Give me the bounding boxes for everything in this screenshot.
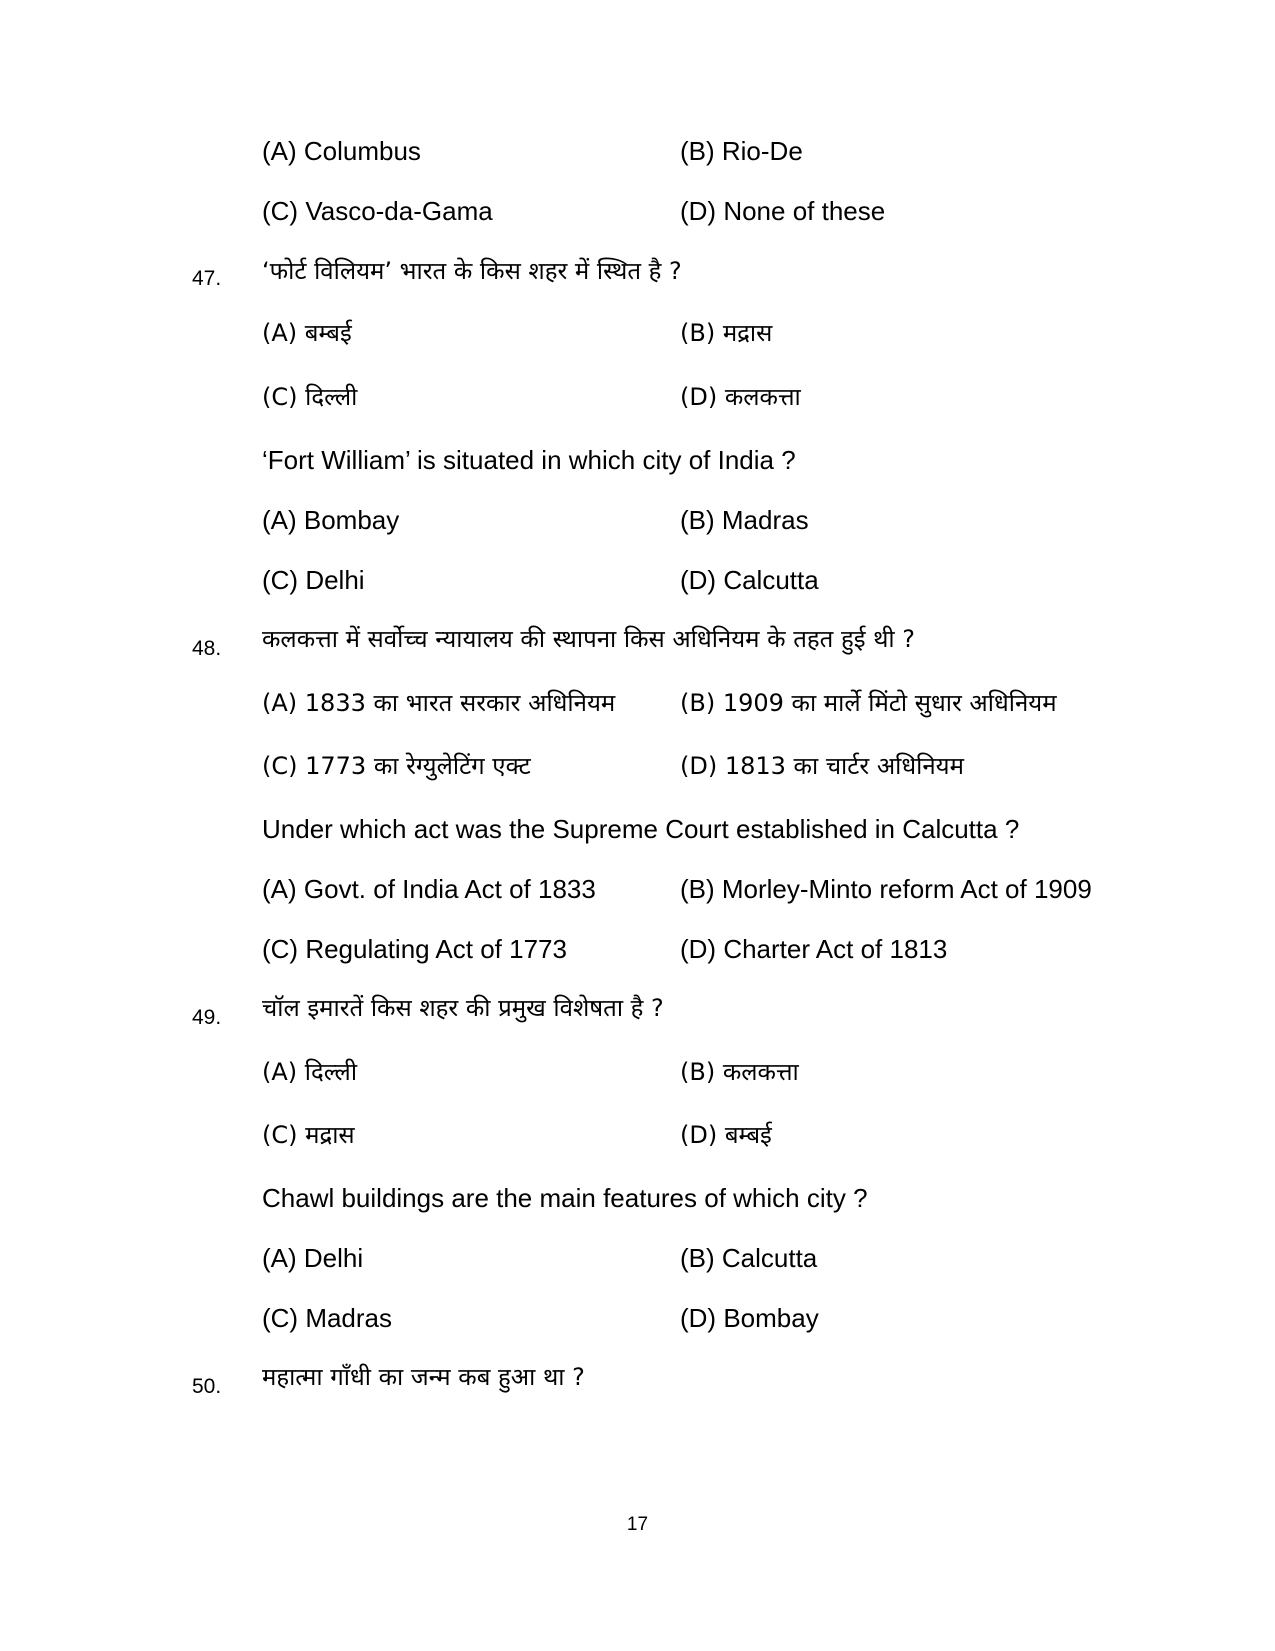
q47-english-option-a: (A) Bombay xyxy=(262,505,400,535)
q48-english-option-d: (D) Charter Act of 1813 xyxy=(680,934,948,964)
question-number-48: 48. xyxy=(192,637,222,660)
q49-english-option-d: (D) Bombay xyxy=(680,1303,819,1333)
q47-english-option-d: (D) Calcutta xyxy=(680,565,819,595)
question-number-47: 47. xyxy=(192,267,222,290)
q49-english-question: Chawl buildings are the main features of which city ? xyxy=(262,1183,868,1213)
q49-english-option-b: (B) Calcutta xyxy=(680,1243,818,1273)
q48-english-question: Under which act was the Supreme Court established in Calcutta ? xyxy=(262,814,1020,844)
q49-english-option-a: (A) Delhi xyxy=(262,1243,364,1273)
q47-hindi-option-c: (C) दिल्ली xyxy=(262,383,358,411)
page-number: 17 xyxy=(626,1514,649,1535)
q49-hindi-option-a: (A) दिल्ली xyxy=(262,1058,358,1086)
q48-english-option-c: (C) Regulating Act of 1773 xyxy=(262,934,567,964)
q47-hindi-option-b: (B) मद्रास xyxy=(680,319,773,347)
q47-english-option-c: (C) Delhi xyxy=(262,565,365,595)
q48-english-option-a: (A) Govt. of India Act of 1833 xyxy=(262,874,596,904)
q47-hindi-option-d: (D) कलकत्ता xyxy=(680,383,801,411)
prev-option-d: (D) None of these xyxy=(680,196,886,226)
q48-hindi-option-b: (B) 1909 का मार्ले मिंटो सुधार अधिनियम xyxy=(680,689,1057,717)
q50-hindi-question: महात्मा गाँधी का जन्म कब हुआ था ? xyxy=(262,1363,585,1391)
question-number-49: 49. xyxy=(192,1006,222,1029)
q49-hindi-option-c: (C) मद्रास xyxy=(262,1121,355,1149)
prev-option-a: (A) Columbus xyxy=(262,136,421,166)
q47-english-option-b: (B) Madras xyxy=(680,505,809,535)
prev-option-c: (C) Vasco-da-Gama xyxy=(262,196,493,226)
q49-hindi-option-d: (D) बम्बई xyxy=(680,1121,772,1149)
q47-english-question: ‘Fort William’ is situated in which city of India ? xyxy=(262,445,796,475)
q47-hindi-option-a: (A) बम्बई xyxy=(262,319,352,347)
q49-hindi-question: चॉल इमारतें किस शहर की प्रमुख विशेषता है ? xyxy=(262,994,664,1022)
q48-hindi-option-d: (D) 1813 का चार्टर अधिनियम xyxy=(680,752,964,780)
prev-option-b: (B) Rio-De xyxy=(680,136,803,166)
q48-hindi-option-c: (C) 1773 का रेग्युलेटिंग एक्ट xyxy=(262,752,531,780)
q48-english-option-b: (B) Morley-Minto reform Act of 1909 xyxy=(680,874,1092,904)
q48-hindi-question: कलकत्ता में सर्वोच्च न्यायालय की स्थापना किस अधिनियम के तहत हुई थी ? xyxy=(262,625,916,653)
q47-hindi-question: ‘फोर्ट विलियम’ भारत के किस शहर में स्थित है ? xyxy=(262,257,682,285)
q49-english-option-c: (C) Madras xyxy=(262,1303,393,1333)
q49-hindi-option-b: (B) कलकत्ता xyxy=(680,1058,799,1086)
question-number-50: 50. xyxy=(192,1375,222,1398)
q48-hindi-option-a: (A) 1833 का भारत सरकार अधिनियम xyxy=(262,689,616,717)
